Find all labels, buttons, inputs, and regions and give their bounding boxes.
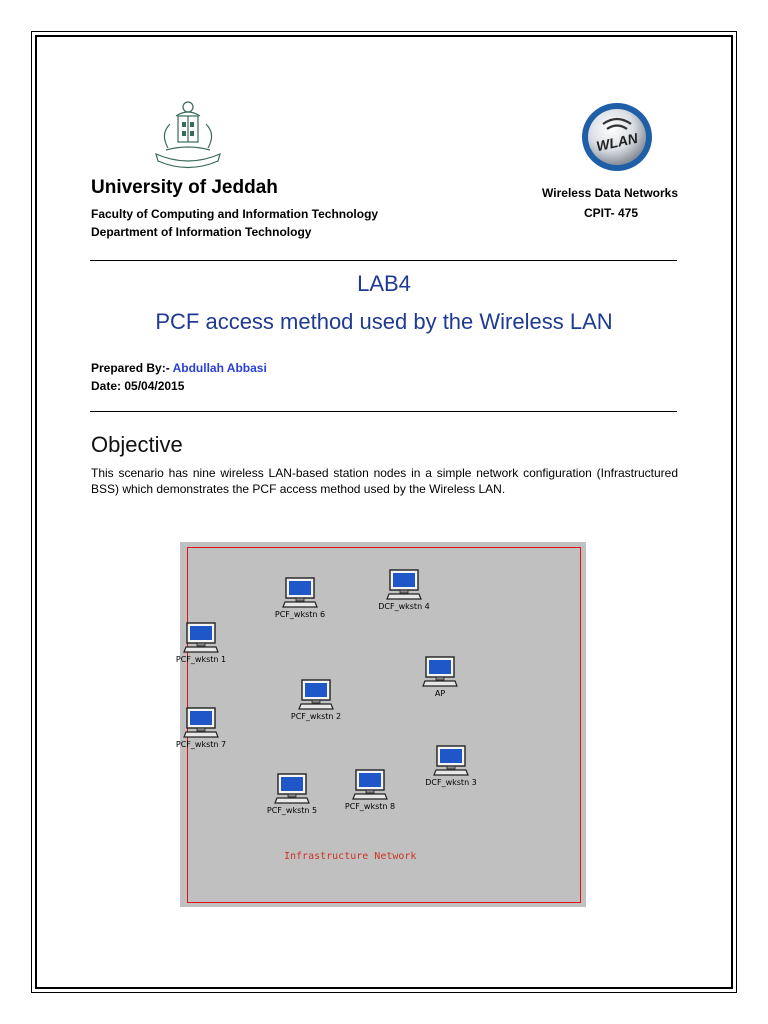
university-name: University of Jeddah: [91, 177, 278, 198]
workstation-node: [256, 679, 376, 721]
faculty-name: Faculty of Computing and Information Technology: [91, 207, 379, 221]
objective-text: This scenario has nine wireless LAN-based station nodes in a simple network configuration (Infrastructured BSS) which demonstrates the PCF access method used by the Wireless LAN.: [91, 466, 678, 496]
department-name: Department of Information Technology: [91, 225, 312, 239]
meta-divider: [90, 411, 677, 412]
objective-heading: Objective: [91, 432, 183, 457]
computer-icon: [310, 769, 430, 801]
computer-icon: [141, 707, 261, 739]
workstation-node: [380, 656, 500, 698]
workstation-node: [240, 577, 360, 619]
computer-icon: [240, 577, 360, 609]
author-name: Abdullah Abbasi: [172, 361, 267, 375]
course-name: Wireless Data Networks: [542, 186, 678, 200]
prepared-by-label: Prepared By:-: [91, 361, 173, 375]
node-label: DCF_wkstn 3: [425, 778, 477, 787]
workstation-node: [344, 569, 464, 611]
university-logo-icon: [148, 98, 228, 170]
course-code: CPIT- 475: [584, 206, 639, 220]
computer-icon: [141, 622, 261, 654]
node-label: DCF_wkstn 4: [378, 602, 430, 611]
node-label: AP: [434, 689, 446, 698]
computer-icon: [344, 569, 464, 601]
workstation-node: [310, 769, 430, 811]
computer-icon: [380, 656, 500, 688]
workstation-node: [141, 707, 261, 749]
report-date: Date: 05/04/2015: [91, 379, 185, 393]
prepared-by: [91, 361, 267, 375]
workstation-node: [141, 622, 261, 664]
wlan-logo-text: WLAN: [594, 129, 640, 155]
lab-title: LAB4: [357, 271, 411, 296]
computer-icon: [256, 679, 376, 711]
node-label: PCF_wkstn 5: [266, 806, 318, 815]
node-label: PCF_wkstn 8: [344, 802, 396, 811]
node-label: PCF_wkstn 1: [175, 655, 227, 664]
header-divider: [90, 260, 677, 261]
wlan-logo-icon: [579, 100, 655, 174]
node-label: PCF_wkstn 6: [274, 610, 326, 619]
network-label: Infrastructure Network: [284, 851, 417, 862]
node-label: PCF_wkstn 2: [290, 712, 342, 721]
lab-subtitle: PCF access method used by the Wireless LAN: [155, 309, 613, 334]
node-label: PCF_wkstn 7: [175, 740, 227, 749]
